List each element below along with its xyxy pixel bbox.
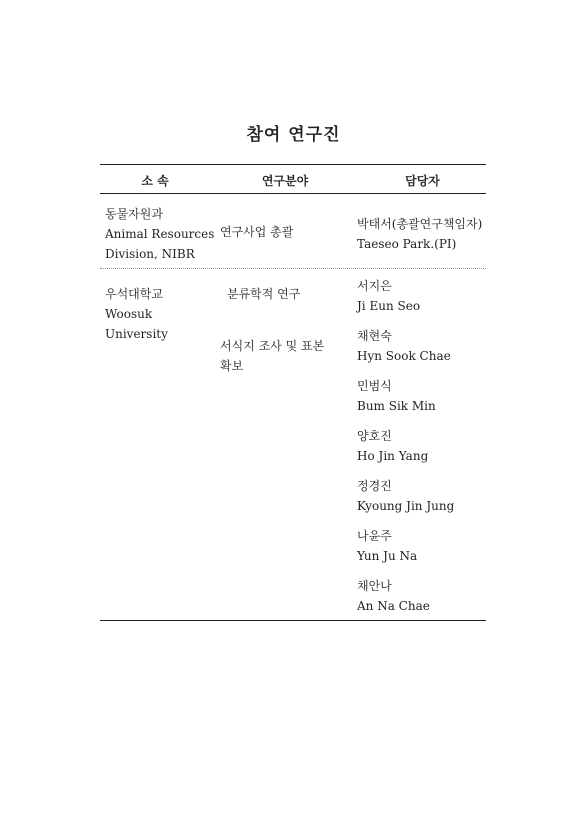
person-name-kr: 양호진 [357, 429, 392, 443]
person-name-en: Ji Eun Seo [357, 299, 421, 313]
table-top-rule [100, 164, 486, 165]
person-entry [357, 276, 487, 316]
table-bottom-rule [100, 620, 486, 621]
person-entry [357, 526, 487, 566]
person-name-kr: 나윤주 [357, 529, 392, 543]
row-divider [100, 268, 486, 269]
person-name-kr: 서지은 [357, 279, 392, 293]
person-entry [357, 376, 487, 416]
person-name-kr: 채안나 [357, 579, 392, 593]
row-2-field-1: 분류학적 연구 [227, 287, 301, 301]
person-entry [357, 576, 487, 616]
person-entry [357, 476, 487, 516]
person-name-en: Kyoung Jin Jung [357, 499, 455, 513]
row-1-affiliation [105, 204, 214, 264]
person-name-en: Taeseo Park.(PI) [357, 237, 457, 251]
header-affiliation: 소 속 [141, 174, 169, 188]
person-name-en: Bum Sik Min [357, 399, 436, 413]
affiliation-line: Animal Resources [105, 227, 215, 241]
affiliation-line: Woosuk [105, 307, 153, 321]
person-entry [357, 214, 487, 254]
table-header-rule [100, 193, 486, 194]
row-2-affiliation [105, 284, 168, 344]
person-name-en: An Na Chae [357, 599, 430, 613]
affiliation-line: 동물자원과 [105, 207, 163, 221]
person-name-kr: 채현숙 [357, 329, 392, 343]
row-1-field: 연구사업 총괄 [220, 225, 294, 239]
person-entry [357, 426, 487, 466]
page-title: 참여 연구진 [246, 125, 341, 145]
person-name-kr: 정경진 [357, 479, 392, 493]
header-field: 연구분야 [261, 174, 309, 188]
person-entry [357, 326, 487, 366]
affiliation-line: 우석대학교 [105, 287, 163, 301]
person-name-en: Hyn Sook Chae [357, 349, 451, 363]
affiliation-line: University [105, 327, 168, 341]
affiliation-line: Division, NIBR [105, 247, 195, 261]
person-name-en: Ho Jin Yang [357, 449, 429, 463]
row-2-field-2: 서식지 조사 및 표본 확보 [220, 339, 325, 373]
header-person: 담당자 [405, 174, 440, 188]
person-name-kr: 박태서(총괄연구책임자) [357, 217, 483, 231]
person-name-kr: 민범식 [357, 379, 392, 393]
researchers-table [100, 164, 486, 621]
person-name-en: Yun Ju Na [357, 549, 418, 563]
